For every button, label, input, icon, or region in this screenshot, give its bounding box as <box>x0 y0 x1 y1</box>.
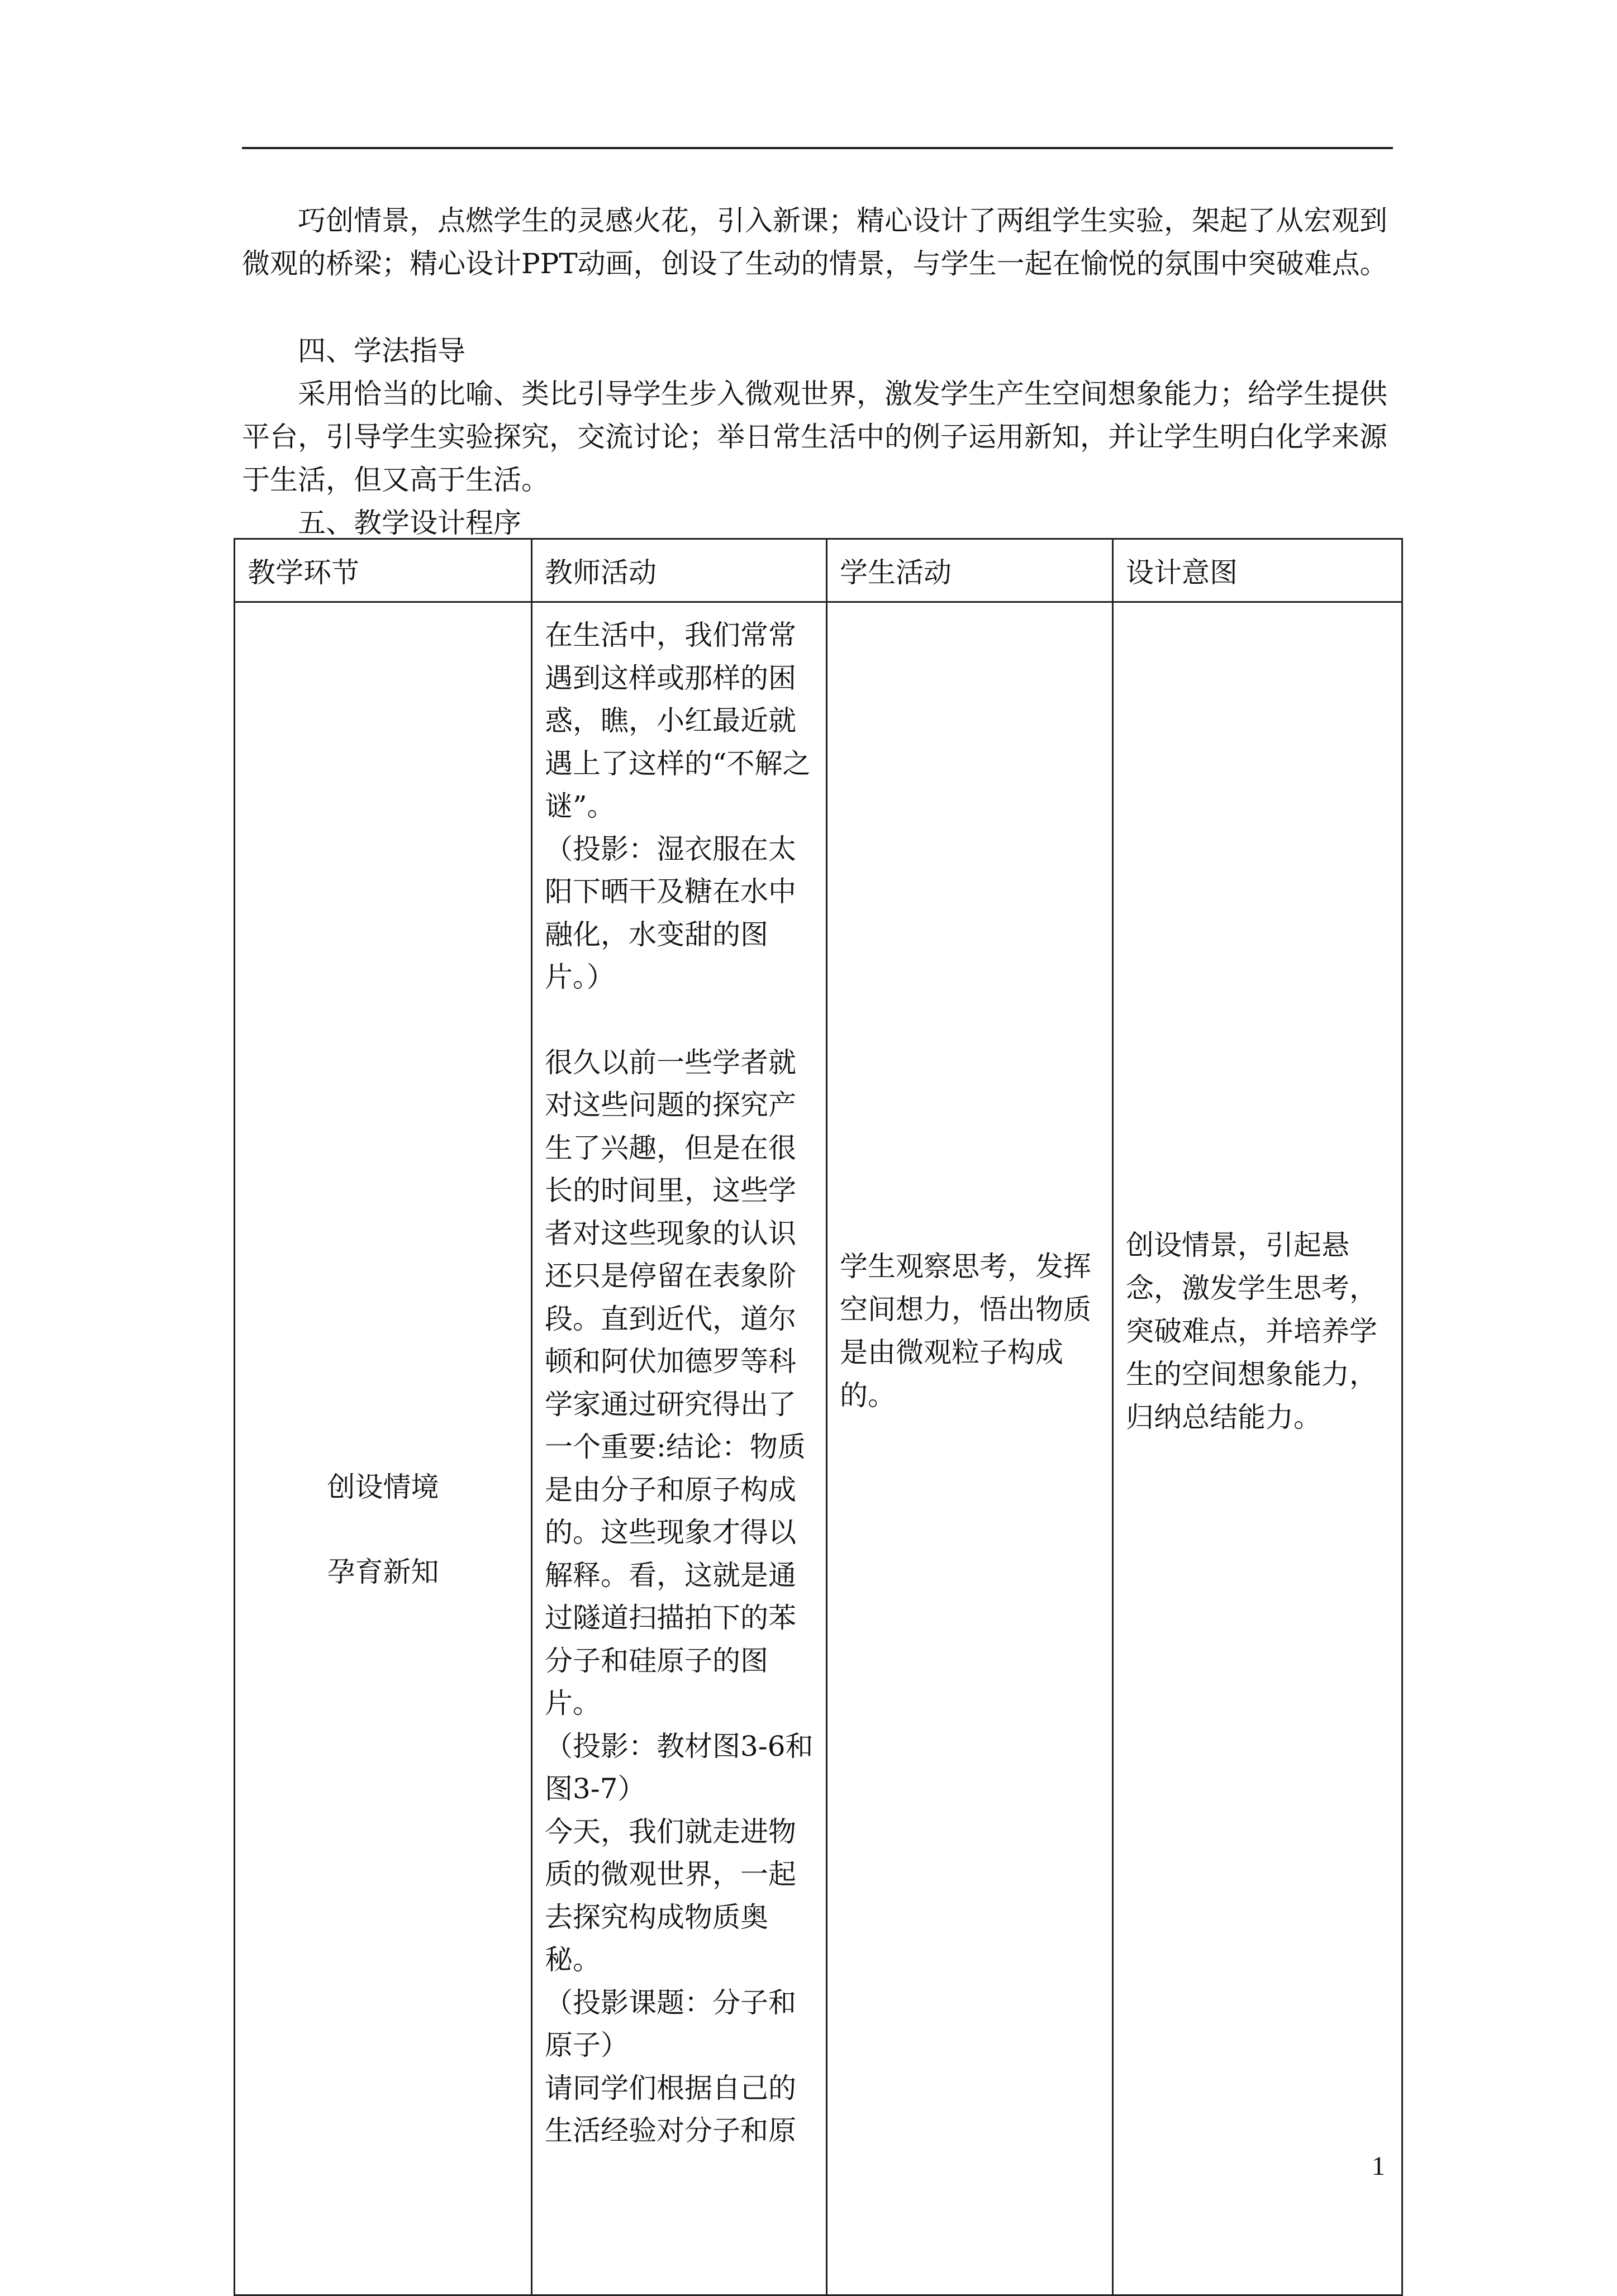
header-teacher-activity: 教师活动 <box>532 539 827 602</box>
stage-cell <box>235 602 532 2295</box>
teacher-text-7: 请同学们根据自己的生活经验对分子和原 <box>545 2071 796 2147</box>
paragraph-method-design <box>242 199 1393 285</box>
paragraph-study-guidance <box>242 373 1393 502</box>
heading-design-procedure: 五、教学设计程序 <box>298 507 521 539</box>
header-design-intent: 设计意图 <box>1113 539 1402 602</box>
teacher-text-2: （投影：湿衣服在太阳下晒干及糖在水中融化，水变甜的图片。） <box>545 832 796 993</box>
teacher-text-3: 很久以前一些学者就对这些问题的探究产生了兴趣，但是在很长的时间里，这些学者对这些现象的认识还只是停留在表象阶段。直到近代，道尔顿和阿伏加德罗等科学家通过研究得出了一个重要:结论：物质是由分子和原子构成的。这些现象才得以解释。看，这就是通过隧道扫描拍下的苯分子和硅原子的图片。 <box>545 1046 806 1719</box>
student-activity-cell: 学生观察思考，发挥空间想力，悟出物质是由微观粒子构成的。 <box>827 602 1113 2295</box>
page-number: 1 <box>1372 2151 1385 2181</box>
design-intent-cell: 创设情景，引起悬念，激发学生思考，突破难点，并培养学生的空间想象能力，归纳总结能力。 <box>1113 602 1402 2295</box>
teacher-activity-cell <box>532 602 827 2295</box>
table-row <box>235 602 1402 2295</box>
study-guidance-text: 采用恰当的比喻、类比引导学生步入微观世界，激发学生产生空间想象能力；给学生提供平台，引导学生实验探究，交流讨论；举日常生活中的例子运用新知，并让学生明白化学来源于生活，但又高于生活。 <box>242 378 1387 496</box>
teacher-text-4: （投影：教材图3-6和图3-7） <box>545 1730 814 1805</box>
method-design-text: 巧创情景，点燃学生的灵感火花，引入新课；精心设计了两组学生实验，架起了从宏观到微观的桥梁；精心设计PPT动画，创设了生动的情景，与学生一起在愉悦的氛围中突破难点。 <box>242 204 1388 280</box>
stage-line-2: 孕育新知 <box>327 1556 439 1588</box>
teacher-text-5: 今天，我们就走进物质的微观世界，一起去探究构成物质奥秘。 <box>545 1815 796 1976</box>
header-stage: 教学环节 <box>235 539 532 602</box>
heading-study-guidance: 四、学法指导 <box>298 335 465 367</box>
teacher-text-1: 在生活中，我们常常遇到这样或那样的困惑，瞧，小红最近就遇上了这样的“不解之谜”。 <box>545 619 811 822</box>
stage-line-1: 创设情境 <box>327 1471 439 1503</box>
section-heading-4 <box>242 330 1393 373</box>
design-procedure-table <box>234 538 1403 2296</box>
header-student-activity: 学生活动 <box>827 539 1113 602</box>
header-rule <box>242 147 1393 149</box>
teacher-text-6: （投影课题：分子和原子） <box>545 1986 796 2061</box>
table-header-row <box>235 539 1402 602</box>
